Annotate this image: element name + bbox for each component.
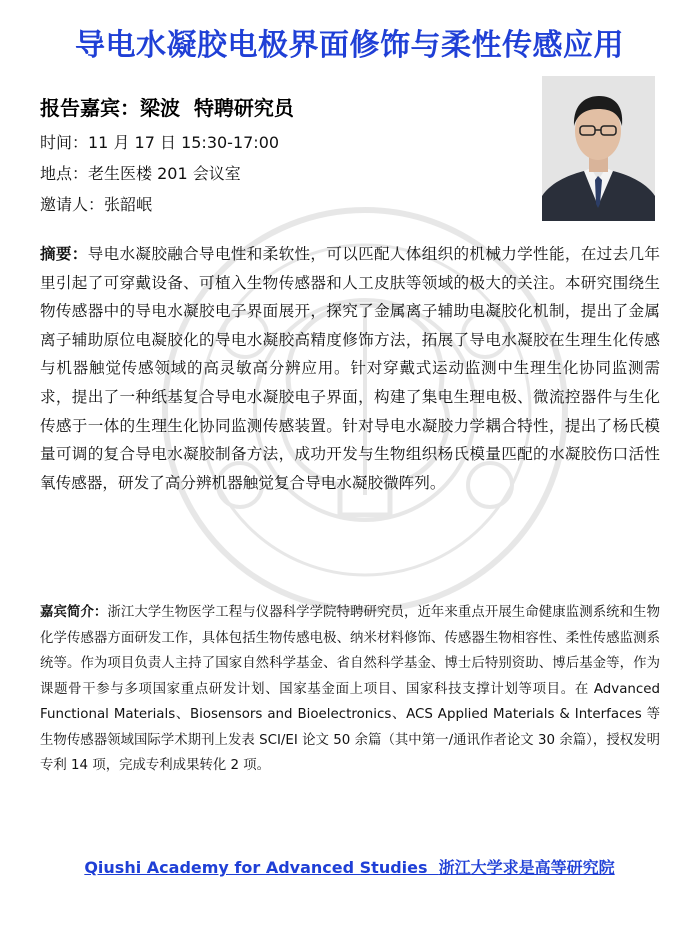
page-title: 导电水凝胶电极界面修饰与柔性传感应用 — [75, 28, 624, 63]
speaker-name: 梁波 — [140, 96, 180, 120]
abstract-text: 导电水凝胶融合导电性和柔软性，可以匹配人体组织的机械力学性能，在过去几年里引起了可穿戴设备、可植入生物传感器和人工皮肤等领域的极大的关注。本研究围绕生物传感器中的导电水凝胶电子界面展开，探究了金属离子辅助电凝胶化机制，提出了金属离子辅助原位电凝胶化的导电水凝胶高精度修饰方法，拓展了导电水凝胶在生理生化传感与机器触觉传感领域的高灵敏高分辨应用。针对穿戴式运动监测中生理生化协同监测需求，提出了一种纸基复合导电水凝胶电子界面，构建了集电生理电极、微流控器件与生化传感于一体的生理生化协同监测传感装置。针对导电水凝胶力学耦合特性，提出了杨氏模量可调的复合导电水凝胶制备方法，成功开发与生物组织杨氏模量匹配的水凝胶伤口活性氧传感器，研发了高分辨机器触觉复合导电水凝胶微阵列。 — [40, 245, 660, 492]
inviter-line: 邀请人：张韶岷 — [40, 195, 153, 214]
footer-link[interactable] — [0, 855, 699, 878]
speaker-position: 特聘研究员 — [193, 96, 294, 120]
bio-text: 浙江大学生物医学工程与仪器科学学院特聘研究员，近年来重点开展生命健康监测系统和生物化学传感器方面研发工作，具体包括生物传感电极、纳米材料修饰、传感器生物相容性、柔性传感监测系统等。作为项目负责人主持了国家自然科学基金、省自然科学基金、博士后特别资助、博后基金等，作为课题骨干参与多项国家重点研发计划、国家基金面上项目、国家科技支撑计划等项目。在 Advanced Functional Materials、Biosensors and Bioelectronics、ACS Applied Materials & Interfaces 等生物传感器领域国际学术期刊上发表 SCI/EI 论文 50 余篇（其中第一/通讯作者论文 30 余篇），授权发明专利 14 项，完成专利成果转化 2 项。 — [40, 605, 661, 773]
portrait-icon — [542, 76, 655, 221]
footer-english[interactable]: Qiushi Academy for Advanced Studies — [84, 858, 428, 877]
footer-chinese[interactable]: 浙江大学求是高等研究院 — [438, 858, 615, 877]
bio-label: 嘉宾简介： — [40, 605, 108, 620]
speaker-portrait — [542, 76, 655, 221]
location-line: 地点：老生医楼 201 会议室 — [40, 164, 241, 183]
time-line: 时间：11 月 17 日 15:30-17:00 — [40, 133, 280, 152]
bio-paragraph — [40, 600, 660, 779]
speaker-label: 报告嘉宾： — [40, 96, 140, 120]
abstract-paragraph — [40, 240, 660, 497]
abstract-label: 摘要： — [40, 245, 88, 263]
speaker-line — [40, 92, 294, 121]
